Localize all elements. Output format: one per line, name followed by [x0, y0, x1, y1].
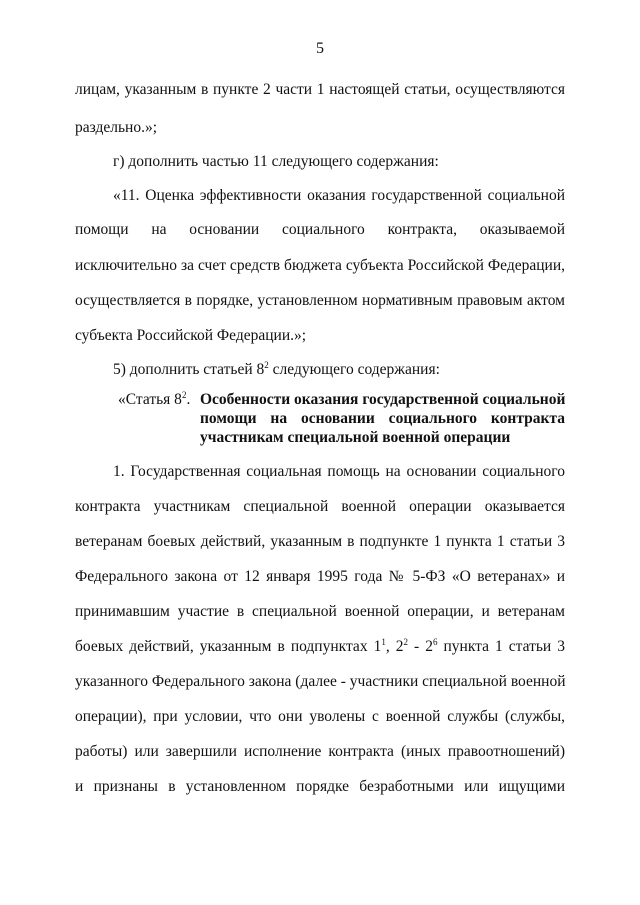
text-line: операции), при условии, что они уволены с военной службы (службы,	[75, 708, 565, 725]
text-line: указанного Федерального закона (далее - участники специальной военной	[75, 673, 566, 690]
text-line	[113, 360, 440, 380]
text-line: лицам, указанным в пункте 2 части 1 настоящей статьи, осуществляются	[75, 81, 565, 98]
superscript: 1	[381, 636, 386, 647]
text-fragment: боевых действий, указанным в подпунктах 1	[75, 638, 382, 655]
text-line: раздельно.»;	[75, 119, 158, 136]
text-line: г) дополнить частью 11 следующего содержания:	[113, 153, 439, 170]
superscript: 6	[432, 636, 438, 647]
text-line: контракта участникам специальной военной операции оказывается	[75, 498, 565, 515]
text-line: исключительно за счет средств бюджета субъекта Российской Федерации,	[75, 257, 565, 274]
article-label	[118, 390, 190, 410]
page-number: 5	[316, 40, 324, 57]
article-heading-line: участникам специальной военной операции	[200, 429, 511, 446]
text-line: Федерального закона от 12 января 1995 года № 5-ФЗ «О ветеранах» и	[75, 568, 565, 585]
superscript: 2	[181, 389, 187, 400]
text-fragment: , 2	[385, 638, 404, 655]
text-line: 1. Государственная социальная помощь на основании социального	[113, 463, 565, 480]
text-fragment: пункта 1 статьи 3	[437, 638, 565, 655]
text-line: «11. Оценка эффективности оказания государственной социальной	[113, 187, 565, 204]
text-fragment: 5) дополнить статьей 8	[113, 361, 265, 378]
article-heading-line: Особенности оказания государственной социальной	[200, 391, 566, 408]
text-line: субъекта Российской Федерации.»;	[75, 327, 307, 344]
text-line: осуществляется в порядке, установленном нормативным правовым актом	[75, 292, 565, 309]
superscript: 2	[264, 359, 269, 370]
superscript: 2	[403, 636, 408, 647]
text-fragment: следующего содержания:	[268, 361, 440, 378]
text-line	[75, 637, 565, 657]
text-line: помощи на основании социального контракта, оказываемой	[75, 221, 565, 238]
text-fragment: - 2	[408, 638, 433, 655]
text-line: работы) или завершили исполнение контракта (иных правоотношений)	[75, 743, 565, 760]
text-line: принимавшим участие в специальной военной операции, и ветеранам	[75, 603, 565, 620]
article-heading-line: помощи на основании социального контракта	[200, 410, 565, 427]
text-line: и признаны в установленном порядке безработными или ищущими	[75, 778, 565, 795]
text-fragment: «Статья 8	[118, 391, 182, 408]
text-fragment: .	[186, 391, 191, 408]
text-line: ветеранам боевых действий, указанным в подпункте 1 пункта 1 статьи 3	[75, 533, 565, 550]
